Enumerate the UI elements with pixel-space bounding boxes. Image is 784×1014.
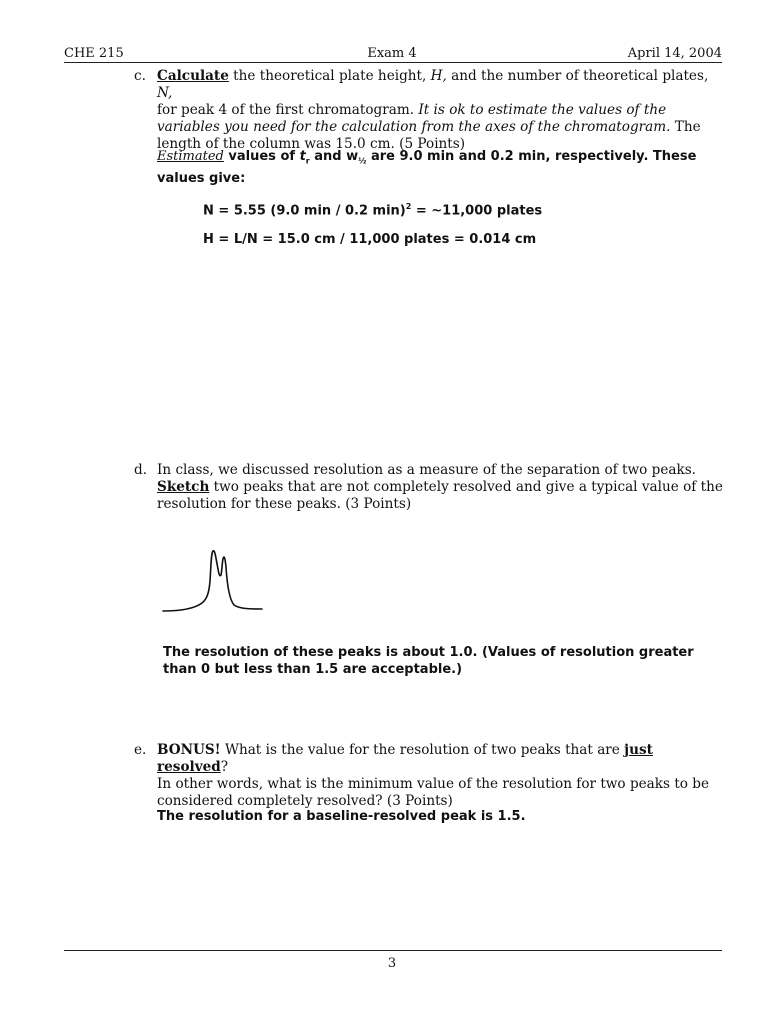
question-e-line3: considered completely resolved? (3 Points) bbox=[157, 793, 453, 809]
question-c-text bbox=[157, 68, 727, 153]
sketch-verb: Sketch bbox=[157, 479, 210, 495]
answer-d-line2: than 0 but less than 1.5 are acceptable.) bbox=[163, 662, 463, 677]
equation-h: H = L/N = 15.0 cm / 11,000 plates = 0.014 cm bbox=[203, 232, 537, 247]
question-c-line2: for peak 4 of the first chromatogram. bbox=[157, 102, 419, 118]
tr-symbol: t bbox=[299, 149, 306, 164]
question-c-letter: c. bbox=[134, 68, 146, 84]
answer-c-intro bbox=[157, 148, 737, 187]
question-d-letter: d. bbox=[134, 462, 148, 478]
estimated-word: Estimated bbox=[157, 149, 224, 164]
answer-c-text4: values give: bbox=[157, 170, 246, 186]
question-e-text bbox=[157, 742, 727, 810]
footer-rule bbox=[64, 950, 722, 951]
question-c-line3-italic: variables you need for the calculation from the axes of the chromatogram. bbox=[157, 119, 671, 135]
tr-subscript: r bbox=[305, 156, 310, 166]
header-course: CHE 215 bbox=[64, 46, 124, 61]
question-c-line3-rest: The bbox=[670, 119, 701, 135]
header-exam: Exam 4 bbox=[367, 46, 417, 61]
question-d-line2: two peaks that are not completely resolved and give a typical value of the bbox=[209, 479, 723, 495]
equation-n-part1: N = 5.55 (9.0 min / 0.2 min) bbox=[203, 203, 406, 219]
question-c-line2-italic: It is ok to estimate the values of the bbox=[418, 102, 667, 118]
equation-n bbox=[203, 198, 542, 219]
answer-c-text2: and w bbox=[309, 149, 359, 164]
question-c-line1-and: and the number of theoretical plates, bbox=[446, 68, 709, 84]
w-subscript: ½ bbox=[358, 156, 367, 166]
equation-n-exponent: 2 bbox=[405, 202, 412, 211]
answer-d-line1: The resolution of these peaks is about 1.0. (Values of resolution greater bbox=[163, 645, 694, 660]
answer-e: The resolution for a baseline-resolved peak is 1.5. bbox=[157, 809, 526, 824]
page-number: 3 bbox=[387, 956, 397, 971]
question-d-line3: resolution for these peaks. (3 Points) bbox=[157, 496, 412, 512]
answer-c-text3: are 9.0 min and 0.2 min, respectively. These bbox=[366, 149, 697, 164]
header-rule bbox=[64, 62, 722, 63]
question-e-line2: In other words, what is the minimum value of the resolution for two peaks to be bbox=[157, 776, 710, 792]
variable-n: N, bbox=[157, 85, 173, 101]
question-d-line1: In class, we discussed resolution as a measure of the separation of two peaks. bbox=[157, 462, 697, 478]
question-e-qmark: ? bbox=[220, 759, 229, 775]
answer-c-text1: values of bbox=[223, 149, 300, 164]
peaks-curve bbox=[163, 551, 262, 611]
question-e-letter: e. bbox=[134, 742, 147, 758]
question-c-line4: length of the column was 15.0 cm. (5 Points) bbox=[157, 136, 466, 152]
equation-n-part2: = ~11,000 plates bbox=[411, 203, 543, 219]
variable-h: H, bbox=[430, 68, 447, 84]
bonus-label: BONUS! bbox=[157, 742, 221, 758]
header-date: April 14, 2004 bbox=[627, 46, 722, 61]
question-c-line1: the theoretical plate height, bbox=[228, 68, 431, 84]
question-e-line1: What is the value for the resolution of two peaks that are bbox=[220, 742, 625, 758]
answer-d bbox=[163, 644, 743, 678]
just-resolved-term: just resolved bbox=[157, 742, 653, 775]
question-d-text bbox=[157, 462, 727, 513]
two-peaks-sketch bbox=[160, 545, 266, 615]
calculate-verb: Calculate bbox=[157, 68, 229, 84]
